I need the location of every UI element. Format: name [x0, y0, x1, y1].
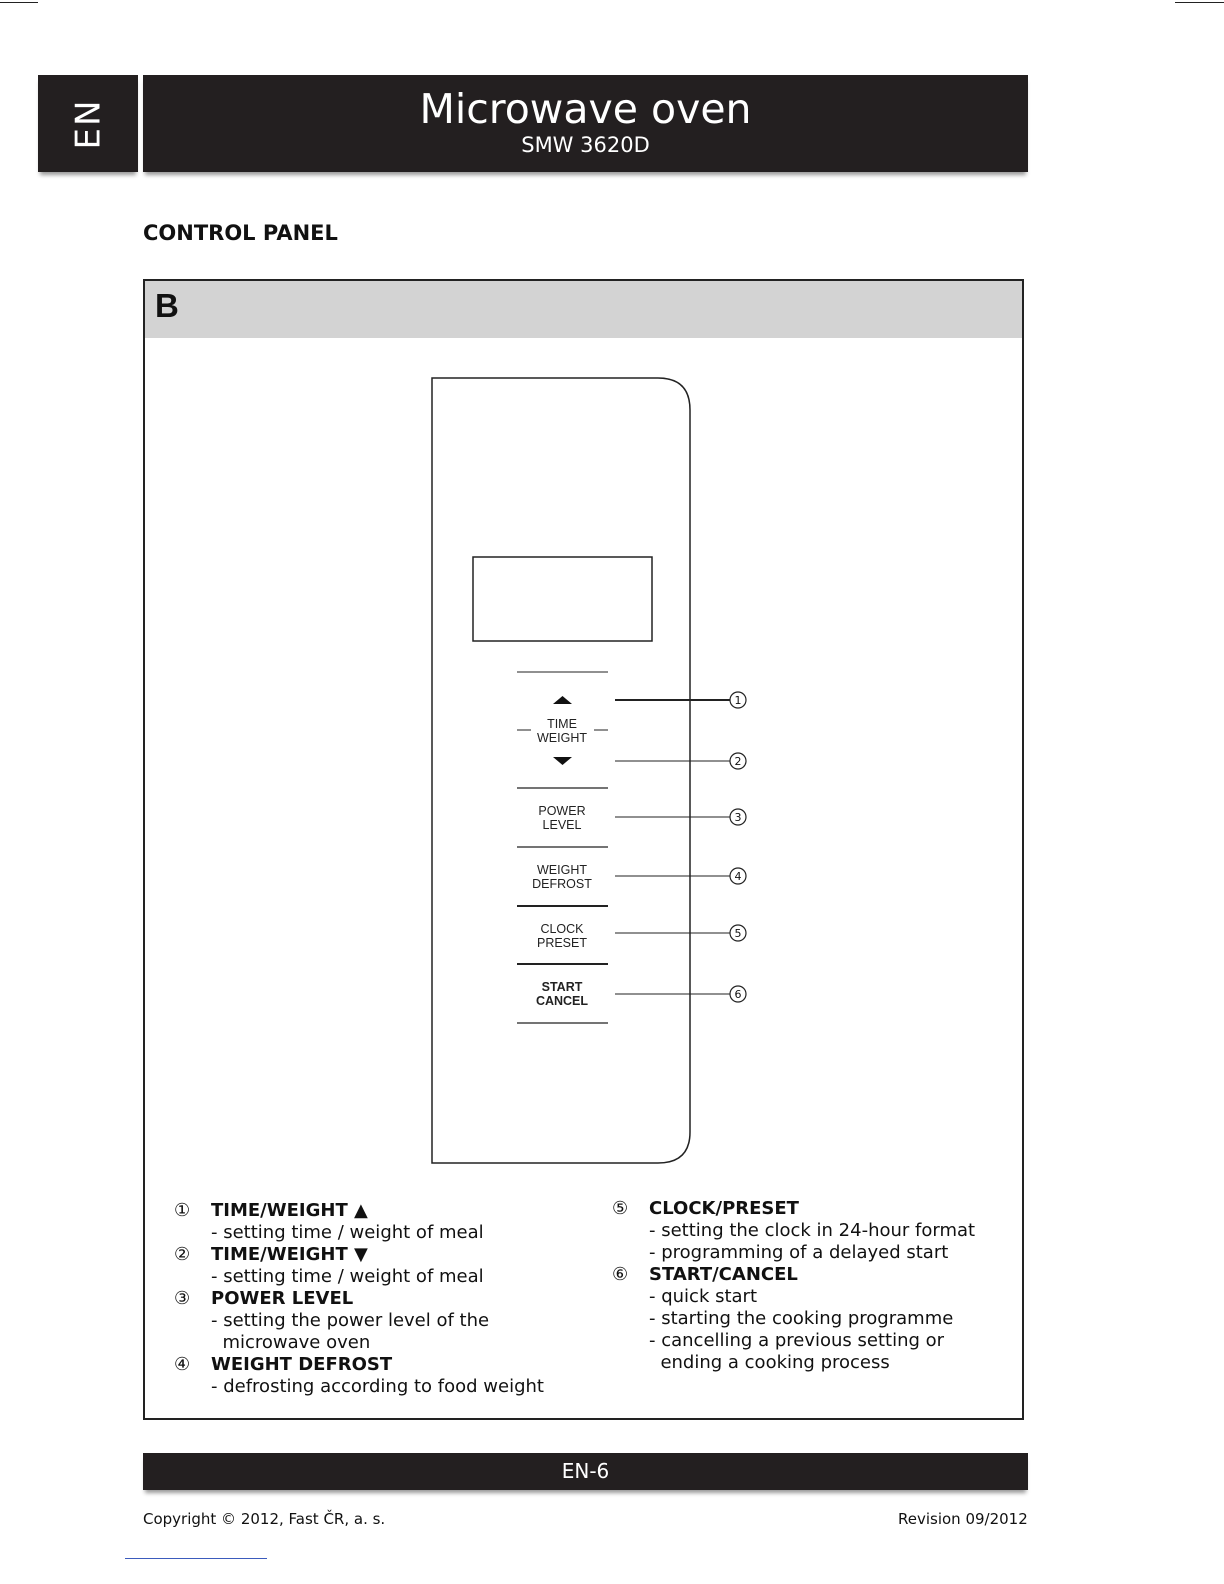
- section-heading: CONTROL PANEL: [143, 221, 338, 245]
- down-arrow-icon: [553, 757, 572, 765]
- crop-mark-right: [1175, 2, 1224, 3]
- callout-number-2: 2: [734, 755, 742, 768]
- language-tab: [38, 75, 138, 172]
- legend-title-4: WEIGHT DEFROST: [211, 1354, 393, 1375]
- legend-desc-4: [211, 1376, 584, 1398]
- legend-number-3: ③: [174, 1288, 191, 1309]
- button-defrost-label-2: DEFROST: [532, 877, 592, 891]
- legend-desc-line: - setting time / weight of meal: [211, 1266, 484, 1287]
- figure-box: [143, 279, 1024, 1420]
- legend-desc-5: [649, 1220, 1012, 1264]
- panel-outline: [432, 378, 690, 1163]
- legend-title-1: TIME/WEIGHT ▲: [211, 1200, 368, 1221]
- revision: Revision 09/2012: [898, 1510, 1028, 1528]
- legend-number-5: ⑤: [612, 1198, 629, 1219]
- legend-desc-2: [211, 1266, 584, 1288]
- page-number-bar: [143, 1453, 1028, 1490]
- up-arrow-icon: [553, 696, 572, 704]
- legend-desc-line: - quick start: [649, 1286, 758, 1307]
- display-window: [473, 557, 652, 641]
- legend-item-4: [174, 1354, 584, 1398]
- button-power-label-2: LEVEL: [542, 818, 582, 832]
- button-power-label-1: POWER: [538, 804, 586, 818]
- legend-desc-line: - setting the clock in 24-hour format: [649, 1220, 976, 1241]
- legend-desc-1: [211, 1222, 584, 1244]
- legend-item-6: [612, 1264, 1012, 1374]
- legend-title-6: START/CANCEL: [649, 1264, 798, 1285]
- callout-number-1: 1: [734, 694, 742, 707]
- legend-number-4: ④: [174, 1354, 191, 1375]
- legend-title-3: POWER LEVEL: [211, 1288, 354, 1309]
- legend-title-2: TIME/WEIGHT ▼: [211, 1244, 368, 1265]
- legend-desc-line: - defrosting according to food weight: [211, 1376, 544, 1397]
- button-defrost-label-1: WEIGHT: [537, 863, 587, 877]
- button-start-label-1: START: [541, 980, 583, 994]
- language-label: EN: [67, 98, 108, 149]
- legend-desc-6: [649, 1286, 1012, 1374]
- legend-right: [612, 1198, 1012, 1374]
- legend-desc-line: - starting the cooking programme: [649, 1308, 954, 1329]
- page-title: Microwave oven: [419, 85, 752, 133]
- button-time-label-1: TIME: [547, 717, 577, 731]
- callout-number-5: 5: [734, 927, 742, 940]
- figure-label: B: [155, 287, 179, 324]
- legend-desc-line: microwave oven: [211, 1332, 371, 1353]
- legend-title-5: CLOCK/PRESET: [649, 1198, 799, 1219]
- model-number: SMW 3620D: [521, 133, 650, 157]
- legend-item-5: [612, 1198, 1012, 1264]
- legend-number-6: ⑥: [612, 1264, 629, 1285]
- legend-desc-line: - programming of a delayed start: [649, 1242, 949, 1263]
- legend-item-3: [174, 1288, 584, 1354]
- legend-desc-3: [211, 1310, 584, 1354]
- button-start-label-2: CANCEL: [535, 994, 589, 1008]
- legend-desc-line: ending a cooking process: [649, 1352, 890, 1373]
- title-bar: [143, 75, 1028, 172]
- callout-number-6: 6: [734, 988, 742, 1001]
- callout-number-3: 3: [734, 811, 742, 824]
- button-clock-label-2: PRESET: [536, 936, 588, 950]
- legend-item-2: [174, 1244, 584, 1288]
- legend-number-2: ②: [174, 1244, 191, 1265]
- button-time-label-2: WEIGHT: [537, 731, 587, 745]
- button-clock-label-1: CLOCK: [540, 922, 584, 936]
- legend-item-1: [174, 1200, 584, 1244]
- legend-left: [174, 1200, 584, 1398]
- legend-desc-line: - setting the power level of the: [211, 1310, 490, 1331]
- bottom-underline: [125, 1558, 267, 1559]
- copyright: Copyright © 2012, Fast ČR, a. s.: [143, 1510, 386, 1528]
- crop-mark-left: [0, 2, 38, 3]
- callout-number-4: 4: [734, 870, 742, 883]
- legend-desc-line: - setting time / weight of meal: [211, 1222, 484, 1243]
- legend-number-1: ①: [174, 1200, 191, 1221]
- legend-desc-line: - cancelling a previous setting or: [649, 1330, 945, 1351]
- page-number: EN-6: [561, 1459, 610, 1483]
